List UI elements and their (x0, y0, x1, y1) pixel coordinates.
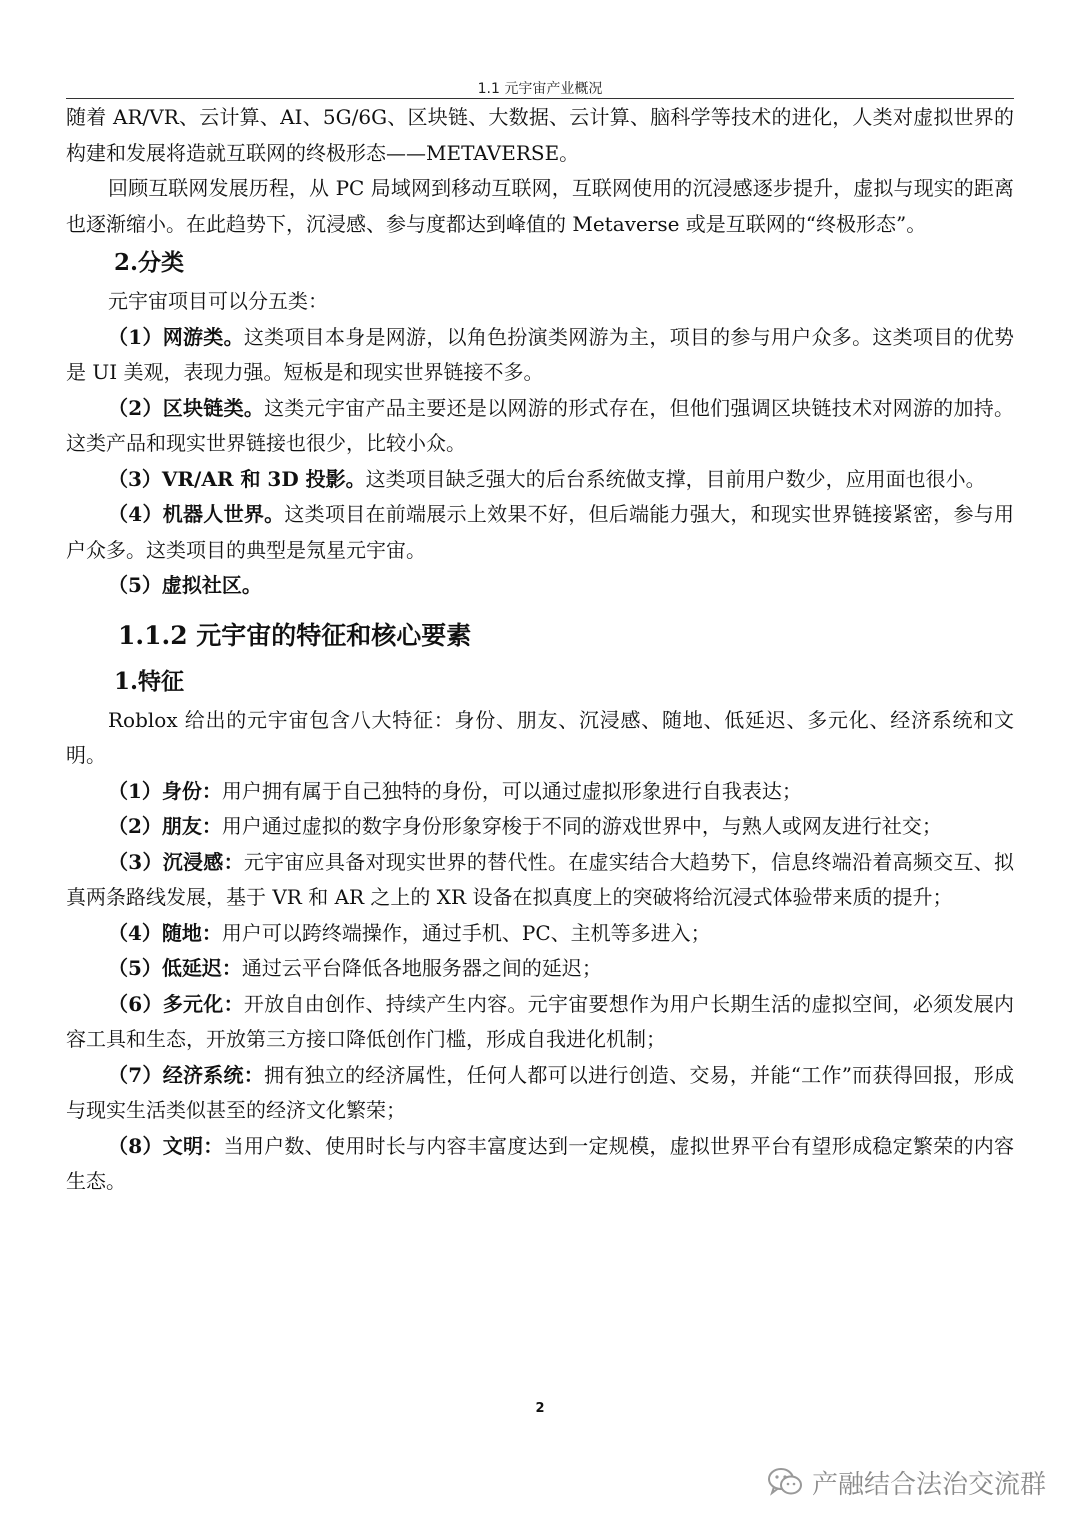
item-term: （6）多元化： (108, 991, 244, 1016)
item-text: 开放自由创作、持续产生内容。元宇宙要想作为用户长期生活的虚拟空间，必须发展内容工具和生态，开放第三方接口降低创作门槛，形成自我进化机制； (66, 991, 1014, 1051)
header-rule (66, 98, 1014, 99)
classification-item (66, 568, 1014, 604)
feature-item (66, 809, 1014, 845)
item-term: （1）网游类。 (108, 324, 244, 349)
page-number: 2 (535, 1401, 545, 1416)
section-heading: 1.1.2 元宇宙的特征和核心要素 (118, 620, 472, 650)
feature-item (66, 774, 1014, 810)
item-term: （8）文明： (108, 1133, 224, 1158)
item-term: （7）经济系统： (108, 1062, 264, 1087)
item-text: 当用户数、使用时长与内容丰富度达到一定规模，虚拟世界平台有望形成稳定繁荣的内容生态。 (66, 1133, 1015, 1193)
feature-item (66, 951, 1014, 987)
item-text: 通过云平台降低各地服务器之间的延迟； (241, 956, 602, 980)
item-term: （3）沉浸感： (108, 849, 244, 874)
item-term: （5）虚拟社区。 (108, 573, 262, 597)
item-text: 这类元宇宙产品主要还是以网游的形式存在，但他们强调区块链技术对网游的加持。这类产品和现实世界链接也很少，比较小众。 (66, 395, 1015, 455)
feature-item (66, 916, 1014, 952)
classification-heading: 2.分类 (114, 249, 185, 276)
watermark (766, 1462, 1046, 1502)
item-text: 用户通过虚拟的数字身份形象穿梭于不同的游戏世界中，与熟人或网友进行社交； (221, 814, 942, 838)
feature-item (66, 845, 1014, 916)
running-header: 1.1 元宇宙产业概况 (477, 81, 603, 97)
item-text: 用户可以跨终端操作，通过手机、PC、主机等多进入； (221, 920, 711, 945)
item-text: 元宇宙应具备对现实世界的替代性。在虚实结合大趋势下，信息终端沿着高频交互、拟真两条路线发展，基于 VR 和 AR 之上的 XR 设备在拟真度上的突破将给沉浸式体验带来质的提升； (66, 849, 1014, 909)
classification-item (66, 391, 1014, 462)
item-term: （2）朋友： (108, 814, 222, 838)
item-text: 拥有独立的经济属性，任何人都可以进行创造、交易，并能“工作”而获得回报，形成与现实生活类似甚至的经济文化繁荣； (66, 1062, 1014, 1122)
classification-item (66, 320, 1014, 391)
page-content (66, 100, 1014, 1200)
item-term: （5）低延迟： (108, 956, 242, 980)
item-term: （2）区块链类。 (108, 395, 265, 420)
item-term: （4）机器人世界。 (108, 502, 285, 526)
item-text: 这类项目本身是网游，以角色扮演类网游为主，项目的参与用户众多。这类项目的优势是 UI 美观，表现力强。短板是和现实世界链接不多。 (66, 324, 1014, 384)
classification-lead: 元宇宙项目可以分五类： (108, 289, 328, 313)
item-text: 这类项目在前端展示上效果不好，但后端能力强大，和现实世界链接紧密，参与用户众多。这类项目的典型是氖星元宇宙。 (66, 502, 1014, 562)
wechat-icon (766, 1466, 804, 1498)
item-term: （4）随地： (108, 920, 222, 945)
item-text: 这类项目缺乏强大的后台系统做支撑，目前用户数少，应用面也很小。 (365, 466, 986, 491)
item-term: （3）VR/AR 和 3D 投影。 (108, 466, 366, 491)
classification-item (66, 497, 1014, 568)
classification-item (66, 462, 1014, 498)
item-term: （1）身份： (108, 778, 222, 803)
watermark-text: 产融结合法治交流群 (811, 1469, 1046, 1500)
intro-paragraph-1: 随着 AR/VR、云计算、AI、5G/6G、区块链、大数据、云计算、脑科学等技术的进化，人类对虚拟世界的构建和发展将造就互联网的终极形态——METAVERSE。 (66, 105, 1014, 165)
features-lead: Roblox 给出的元宇宙包含八大特征：身份、朋友、沉浸感、随地、低延迟、多元化、经济系统和文明。 (66, 707, 1014, 767)
feature-item (66, 1129, 1014, 1200)
item-text: 用户拥有属于自己独特的身份，可以通过虚拟形象进行自我表达； (221, 778, 802, 803)
features-heading: 1.特征 (114, 667, 185, 695)
feature-item (66, 1058, 1014, 1129)
intro-paragraph-2: 回顾互联网发展历程，从 PC 局域网到移动互联网，互联网使用的沉浸感逐步提升，虚拟与现实的距离也逐渐缩小。在此趋势下，沉浸感、参与度都达到峰值的 Metaverse 或是互联网的“终极形态”。 (66, 176, 1014, 236)
feature-item (66, 987, 1014, 1058)
